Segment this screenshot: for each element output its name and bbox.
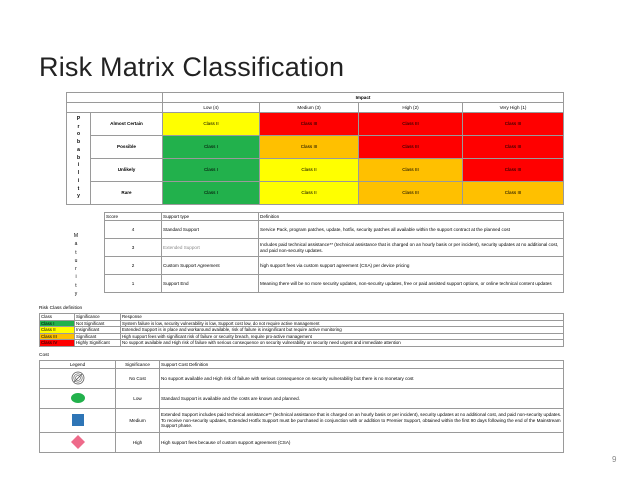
maturity-letter: r <box>75 266 77 272</box>
maturity-header-type: Support type <box>162 213 259 221</box>
row-label-possible: Possible <box>91 136 163 159</box>
maturity-type: Extended Support <box>162 239 259 257</box>
probability-letter: t <box>77 185 80 192</box>
matrix-corner <box>67 93 163 103</box>
risk-class-caption: Risk Class definition <box>39 306 83 311</box>
matrix-cell: Class III <box>463 136 564 159</box>
row-label-almost-certain: Almost Certain <box>91 113 163 136</box>
probability-letter: l <box>77 170 80 177</box>
cost-header-legend: Legend <box>40 361 116 369</box>
no-cost-icon <box>71 371 85 385</box>
risk-class-cell: Class I <box>40 320 75 327</box>
no-cost-legend <box>40 369 116 389</box>
risk-header-response: Response <box>121 314 564 321</box>
cost-definition: High support fees because of custom support agreement (CSA) <box>160 433 564 453</box>
page-number: 9 <box>612 455 617 464</box>
maturity-letter: a <box>74 241 78 248</box>
cost-definition: Extended Support includes paid technical assistance** (technical assistance that is charged on an hourly basis or per incident), security updates at no additional cost, and paid non-security updates. To receive non-security updates, Extended Hotfix Support must be purchased in conjunction with or addition to Premier Support, obtained within the first 90 days following the end of the Mainstream Support phase. <box>160 409 564 433</box>
low-cost-legend <box>40 389 116 409</box>
maturity-letter: M <box>73 233 79 239</box>
matrix-cell: Class II <box>260 182 359 205</box>
row-label-unlikely: Unlikely <box>91 159 163 182</box>
risk-significance: Not Significant <box>75 320 121 327</box>
maturity-letter: u <box>74 257 78 264</box>
maturity-definition: Meaning there will be no more security updates, non-security updates, free or paid assisted support options, or online technical content updates <box>259 275 564 293</box>
cost-definition: Standard Support is available and the costs are known and planned. <box>160 389 564 409</box>
probability-letter: i <box>77 162 80 169</box>
probability-letter: a <box>77 146 80 153</box>
matrix-cell: Class I <box>163 136 260 159</box>
matrix-cell: Class III <box>359 136 463 159</box>
maturity-type: Standard Support <box>162 221 259 239</box>
maturity-definition: Includes paid technical assistance** (technical assistance that is charged on an hourly basis or per incident), security updates at no additional cost, and paid non-security updates. <box>259 239 564 257</box>
matrix-cell: Class III <box>463 182 564 205</box>
matrix-cell: Class II <box>260 159 359 182</box>
maturity-score: 2 <box>105 257 162 275</box>
risk-response: System failure is low, security vulnerability is low, Support cost low, do not require active management <box>121 320 564 327</box>
cost-significance: Low <box>116 389 160 409</box>
probability-letter: i <box>77 177 80 184</box>
matrix-cell: Class III <box>463 159 564 182</box>
risk-class-cell: Class II <box>40 327 75 334</box>
maturity-type: Custom Support Agreement <box>162 257 259 275</box>
risk-significance: Significant <box>75 333 121 340</box>
impact-header: Impact <box>163 93 564 103</box>
cost-table <box>39 360 564 453</box>
risk-significance: Insignificant <box>75 327 121 334</box>
high-cost-legend <box>40 433 116 453</box>
risk-header-significance: Significance <box>75 314 121 321</box>
maturity-label <box>66 232 86 298</box>
risk-response: High support fees with significant risk of failure or security breach, require pro-active management <box>121 333 564 340</box>
maturity-type: Support End <box>162 275 259 293</box>
low-cost-icon <box>70 392 86 404</box>
probability-letter: P <box>76 115 81 122</box>
cost-header-significance: Significance <box>116 361 160 369</box>
high-cost-icon <box>70 434 86 450</box>
probability-letter: b <box>76 139 81 146</box>
probability-letter: y <box>77 193 80 200</box>
matrix-corner-2 <box>67 103 163 113</box>
risk-header-class: Class <box>40 314 75 321</box>
impact-col-very-high: Very High (1) <box>463 103 564 113</box>
cost-definition: No support available and High risk of failure with serious consequence on security vulnerability but there is no monetary cost <box>160 369 564 389</box>
maturity-letter: t <box>75 282 77 289</box>
matrix-cell: Class III <box>359 159 463 182</box>
cost-header-definition: Support Cost Definition <box>160 361 564 369</box>
matrix-cell: Class II <box>163 113 260 136</box>
probability-label <box>67 113 91 205</box>
maturity-definition: high support fees via custom support agreement (CSA) per device pricing <box>259 257 564 275</box>
row-label-rare: Rare <box>91 182 163 205</box>
risk-response: No support available and High risk of failure with serious consequence on security vulnerability on security need urgent and immediate attention <box>121 340 564 347</box>
matrix-cell: Class III <box>260 113 359 136</box>
probability-letter: r <box>77 123 80 130</box>
risk-class-table <box>39 313 564 347</box>
risk-response: Extended Support is in place and workaround available, risk of failure is insignificant but require active monitoring <box>121 327 564 334</box>
probability-letter: o <box>76 131 81 138</box>
impact-probability-matrix <box>66 92 564 205</box>
risk-significance: Highly Significant <box>75 340 121 347</box>
maturity-table <box>104 212 564 293</box>
maturity-letter: i <box>75 274 77 281</box>
cost-significance: Medium <box>116 409 160 433</box>
maturity-header-score: Score <box>105 213 162 221</box>
maturity-score: 1 <box>105 275 162 293</box>
cost-significance: No Cost <box>116 369 160 389</box>
maturity-letter: t <box>75 249 77 256</box>
matrix-cell: Class III <box>463 113 564 136</box>
medium-cost-icon <box>71 413 85 427</box>
maturity-score: 3 <box>105 239 162 257</box>
matrix-cell: Class I <box>163 159 260 182</box>
impact-col-high: High (2) <box>359 103 463 113</box>
matrix-cell: Class III <box>260 136 359 159</box>
impact-col-medium: Medium (3) <box>260 103 359 113</box>
cost-caption: Cost <box>39 353 49 358</box>
maturity-header-definition: Definition <box>259 213 564 221</box>
risk-class-cell: Class IV <box>40 340 75 347</box>
matrix-cell: Class III <box>359 182 463 205</box>
maturity-definition: Service Pack, program patches, update, hotfix, security patches all available within the support contract at the planned cost <box>259 221 564 239</box>
probability-letter: b <box>76 154 81 161</box>
risk-class-cell: Class III <box>40 333 75 340</box>
impact-col-low: Low (4) <box>163 103 260 113</box>
maturity-score: 4 <box>105 221 162 239</box>
page-title: Risk Matrix Classification <box>39 52 345 82</box>
matrix-cell: Class III <box>359 113 463 136</box>
maturity-letter: y <box>74 290 78 297</box>
cost-significance: High <box>116 433 160 453</box>
medium-cost-legend <box>40 409 116 433</box>
matrix-cell: Class I <box>163 182 260 205</box>
